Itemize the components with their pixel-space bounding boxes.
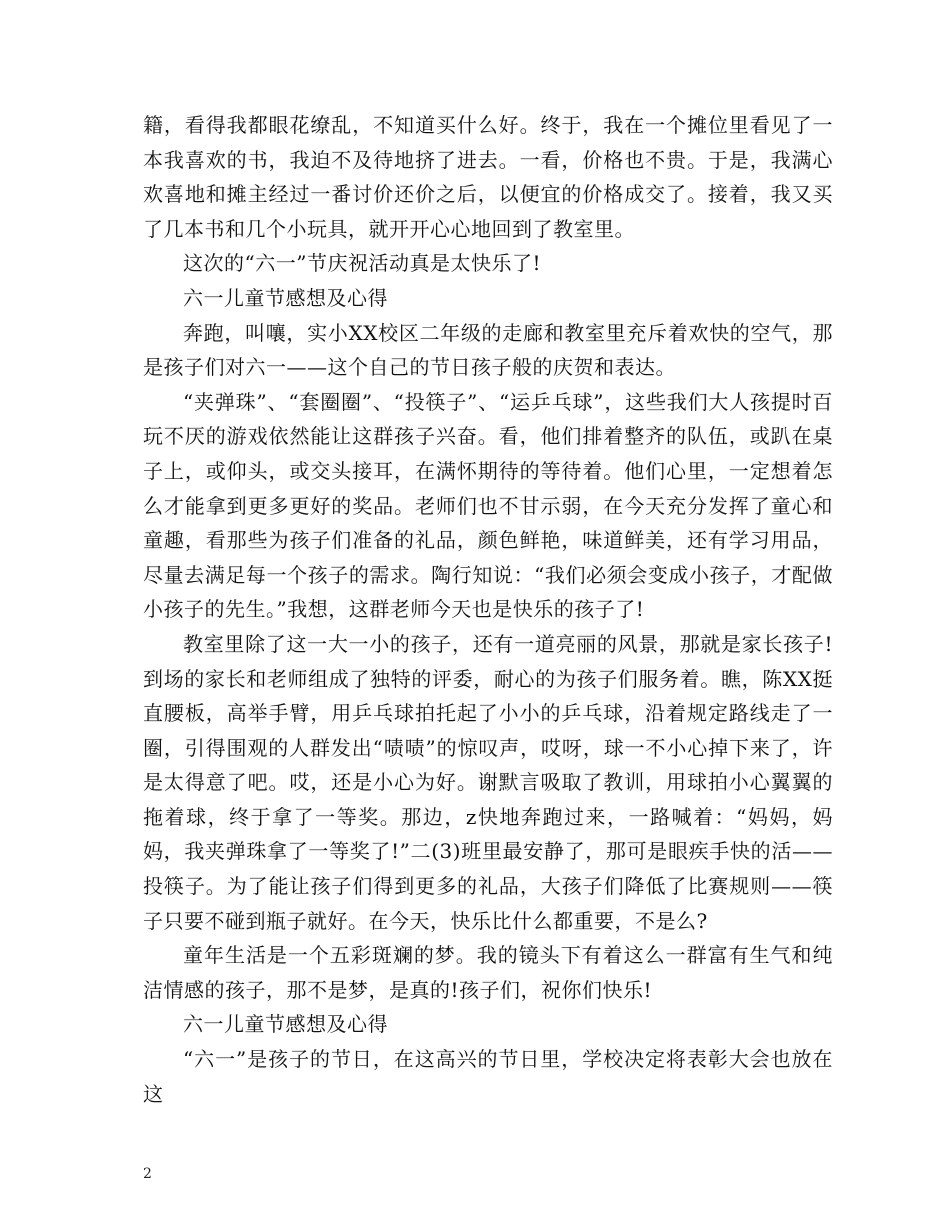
section-heading: 六一儿童节感想及心得	[183, 1012, 388, 1037]
paragraph: 这次的“六一”节庆祝活动真是太快乐了!	[183, 251, 541, 276]
paragraph: “夹弹珠”、“套圈圈”、“投筷子”、“运乒乓球”，这些我们大人孩提时百玩不厌的游戏依然能让这群孩子兴奋。看，他们排着整齐的队伍，或趴在桌子上，或仰头，或交头接耳，在满怀期待的等待着。他们心里，一定想着怎么才能拿到更多更好的奖品。老师们也不甘示弱，在今天充分发挥了童心和童趣，看那些为孩子们准备的礼品，颜色鲜艳，味道鲜美，还有学习用品，尽量去满足每一个孩子的需求。陶行知说：“我们必须会变成小孩子，才配做小孩子的先生。”我想，这群老师今天也是快乐的孩子了!	[143, 389, 833, 622]
paragraph: 教室里除了这一大一小的孩子，还有一道亮丽的风景，那就是家长孩子!到场的家长和老师组成了独特的评委，耐心的为孩子们服务着。瞧，陈XX挺直腰板，高举手臂，用乒乓球拍托起了小小的乒乓球，沿着规定路线走了一圈，引得围观的人群发出“啧啧”的惊叹声，哎呀，球一不小心掉下来了，许是太得意了吧。哎，还是小心为好。谢默言吸取了教训，用球拍小心翼翼的拖着球，终于拿了一等奖。那边，z快地奔跑过来，一路喊着：“妈妈，妈妈，我夹弹珠拿了一等奖了!”二(3)班里最安静了，那可是眼疾手快的活——投筷子。为了能让孩子们得到更多的礼品，大孩子们降低了比赛规则——筷子只要不碰到瓶子就好。在今天，快乐比什么都重要，不是么?	[143, 631, 833, 933]
paragraph: “六一”是孩子的节日，在这高兴的节日里，学校决定将表彰大会也放在这	[143, 1047, 833, 1106]
paragraph: 童年生活是一个五彩斑斓的梦。我的镜头下有着这么一群富有生气和纯洁情感的孩子，那不是梦，是真的!孩子们，祝你们快乐!	[143, 943, 833, 1002]
document-body	[143, 108, 833, 1111]
paragraph: 奔跑，叫嚷，实小XX校区二年级的走廊和教室里充斥着欢快的空气，那是孩子们对六一——这个自己的节日孩子般的庆贺和表达。	[143, 320, 833, 380]
paragraph: 籍，看得我都眼花缭乱，不知道买什么好。终于，我在一个摊位里看见了一本我喜欢的书，我迫不及待地挤了进去。一看，价格也不贵。于是，我满心欢喜地和摊主经过一番讨价还价之后，以便宜的价格成交了。接着，我又买了几本书和几个小玩具，就开开心心地回到了教室里。	[143, 113, 833, 241]
section-heading: 六一儿童节感想及心得	[183, 285, 388, 310]
page-number: 2	[143, 1166, 152, 1182]
